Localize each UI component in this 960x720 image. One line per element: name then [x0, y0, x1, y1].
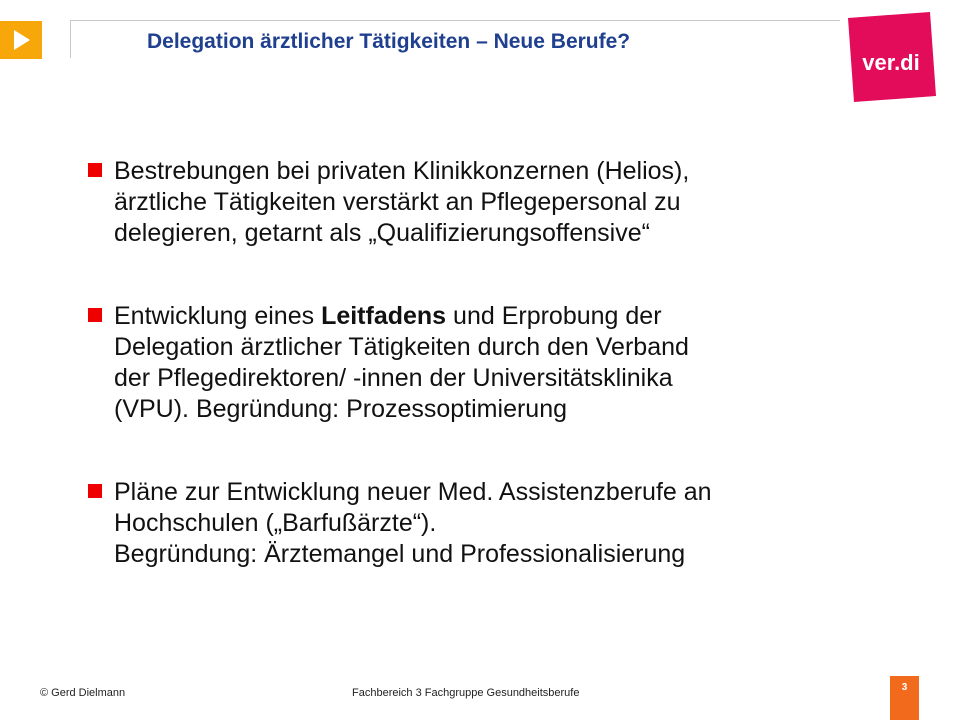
bullet-text-pre: Entwicklung eines	[114, 302, 322, 330]
bullet-item-1	[88, 156, 888, 249]
bullet-line: Bestrebungen bei privaten Klinikkonzernen (Helios),	[114, 157, 690, 185]
bullet-line: (VPU). Begründung: Prozessoptimierung	[114, 395, 568, 423]
bullet-text-bold: Leitfadens	[321, 302, 447, 330]
bullet-item-3	[88, 477, 888, 570]
play-triangle-icon	[14, 30, 30, 50]
square-bullet-icon	[88, 484, 102, 498]
bullet-line: Begründung: Ärztemangel und Professionalisierung	[114, 540, 686, 568]
footer-department: Fachbereich 3 Fachgruppe Gesundheitsberufe	[352, 687, 580, 699]
header-divider	[70, 20, 840, 21]
bullet-list	[88, 156, 888, 622]
square-bullet-icon	[88, 308, 102, 322]
bullet-item-2	[88, 301, 888, 425]
nav-arrow-button[interactable]	[0, 21, 42, 59]
bullet-line: ärztliche Tätigkeiten verstärkt an Pflegepersonal zu	[114, 188, 681, 216]
slide-title: Delegation ärztlicher Tätigkeiten – Neue Berufe?	[147, 30, 631, 53]
verdi-logo	[846, 12, 936, 102]
bullet-text-post: und Erprobung der	[446, 302, 662, 330]
bullet-line: der Pflegedirektoren/ -innen der Universitätsklinika	[114, 364, 673, 392]
header-divider-vertical	[70, 20, 71, 58]
page-number-badge: 3	[890, 676, 919, 720]
square-bullet-icon	[88, 163, 102, 177]
footer-copyright: © Gerd Dielmann	[40, 687, 126, 699]
bullet-line: Hochschulen („Barfußärzte“).	[114, 509, 437, 537]
bullet-line: Pläne zur Entwicklung neuer Med. Assistenzberufe an	[114, 478, 712, 506]
bullet-line	[114, 301, 888, 332]
bullet-line: delegieren, getarnt als „Qualifizierungsoffensive“	[114, 219, 650, 247]
bullet-line: Delegation ärztlicher Tätigkeiten durch den Verband	[114, 333, 689, 361]
logo-text: ver.di	[862, 50, 920, 75]
